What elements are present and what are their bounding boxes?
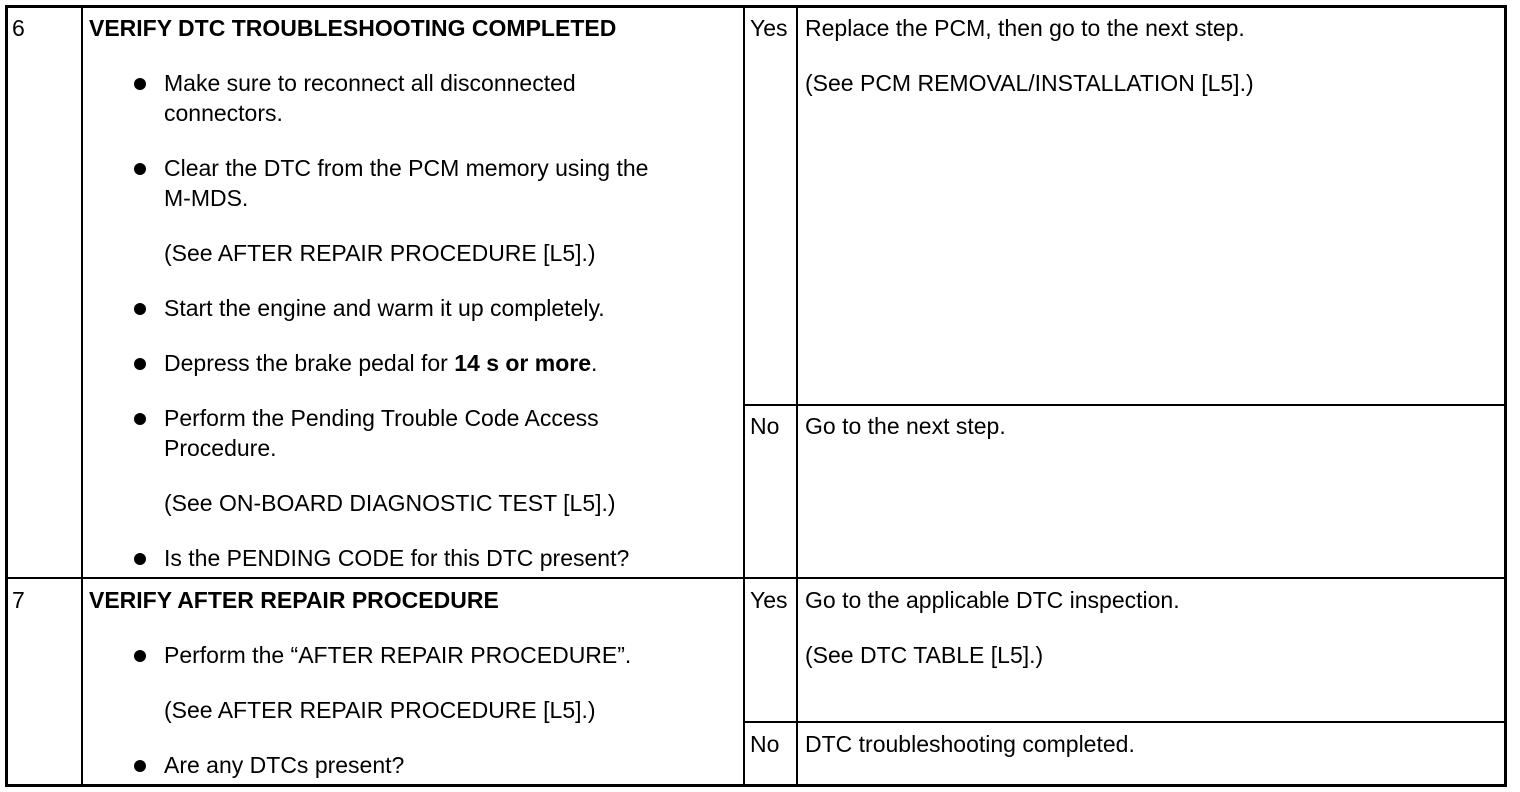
yes-reference: (See PCM REMOVAL/INSTALLATION [L5].) (805, 70, 1254, 96)
step-number: 6 (12, 15, 25, 41)
row-divider-6-7 (5, 577, 1507, 579)
step-item-text: Make sure to reconnect all disconnected (164, 70, 576, 96)
bullet-icon (134, 358, 146, 370)
step-item-text: Clear the DTC from the PCM memory using the (164, 155, 649, 181)
no-label: No (750, 413, 780, 439)
row6-yes-no-divider (743, 404, 1507, 406)
step-title: VERIFY DTC TROUBLESHOOTING COMPLETED (89, 15, 617, 41)
step-item-text-part: . (591, 350, 598, 376)
yes-action: Replace the PCM, then go to the next step. (805, 15, 1245, 41)
step-item-reference: (See AFTER REPAIR PROCEDURE [L5].) (164, 240, 596, 266)
yes-label: Yes (750, 587, 788, 613)
step-item-text: Procedure. (164, 435, 277, 461)
bullet-icon (134, 650, 146, 662)
step-item-text: Is the PENDING CODE for this DTC present? (164, 545, 630, 571)
bullet-icon (134, 413, 146, 425)
yes-label: Yes (750, 15, 788, 41)
step-item-text: connectors. (164, 100, 283, 126)
step-item-text: Perform the “AFTER REPAIR PROCEDURE”. (164, 642, 632, 668)
no-action: Go to the next step. (805, 413, 1006, 439)
bullet-icon (134, 553, 146, 565)
step-title: VERIFY AFTER REPAIR PROCEDURE (89, 587, 499, 613)
step-item-text: M-MDS. (164, 185, 249, 211)
bullet-icon (134, 303, 146, 315)
col-divider-action (743, 5, 745, 787)
step-item-text: Start the engine and warm it up completely. (164, 295, 605, 321)
step-item-text: Perform the Pending Trouble Code Access (164, 405, 599, 431)
bullet-icon (134, 163, 146, 175)
col-divider-result (796, 5, 798, 787)
step-item-reference: (See ON-BOARD DIAGNOSTIC TEST [L5].) (164, 490, 616, 516)
step-item-emphasis: 14 s or more (454, 350, 592, 376)
bullet-icon (134, 760, 146, 772)
step-number: 7 (12, 587, 25, 613)
step-item-text: Are any DTCs present? (164, 752, 405, 778)
step-item-text (164, 348, 597, 378)
col-divider-step (81, 5, 83, 787)
step-item-reference: (See AFTER REPAIR PROCEDURE [L5].) (164, 697, 596, 723)
yes-reference: (See DTC TABLE [L5].) (805, 642, 1044, 668)
yes-action: Go to the applicable DTC inspection. (805, 587, 1180, 613)
row7-yes-no-divider (743, 721, 1507, 723)
no-action: DTC troubleshooting completed. (805, 731, 1135, 757)
bullet-icon (134, 78, 146, 90)
no-label: No (750, 731, 780, 757)
step-item-text-part: Depress the brake pedal for (164, 350, 455, 376)
